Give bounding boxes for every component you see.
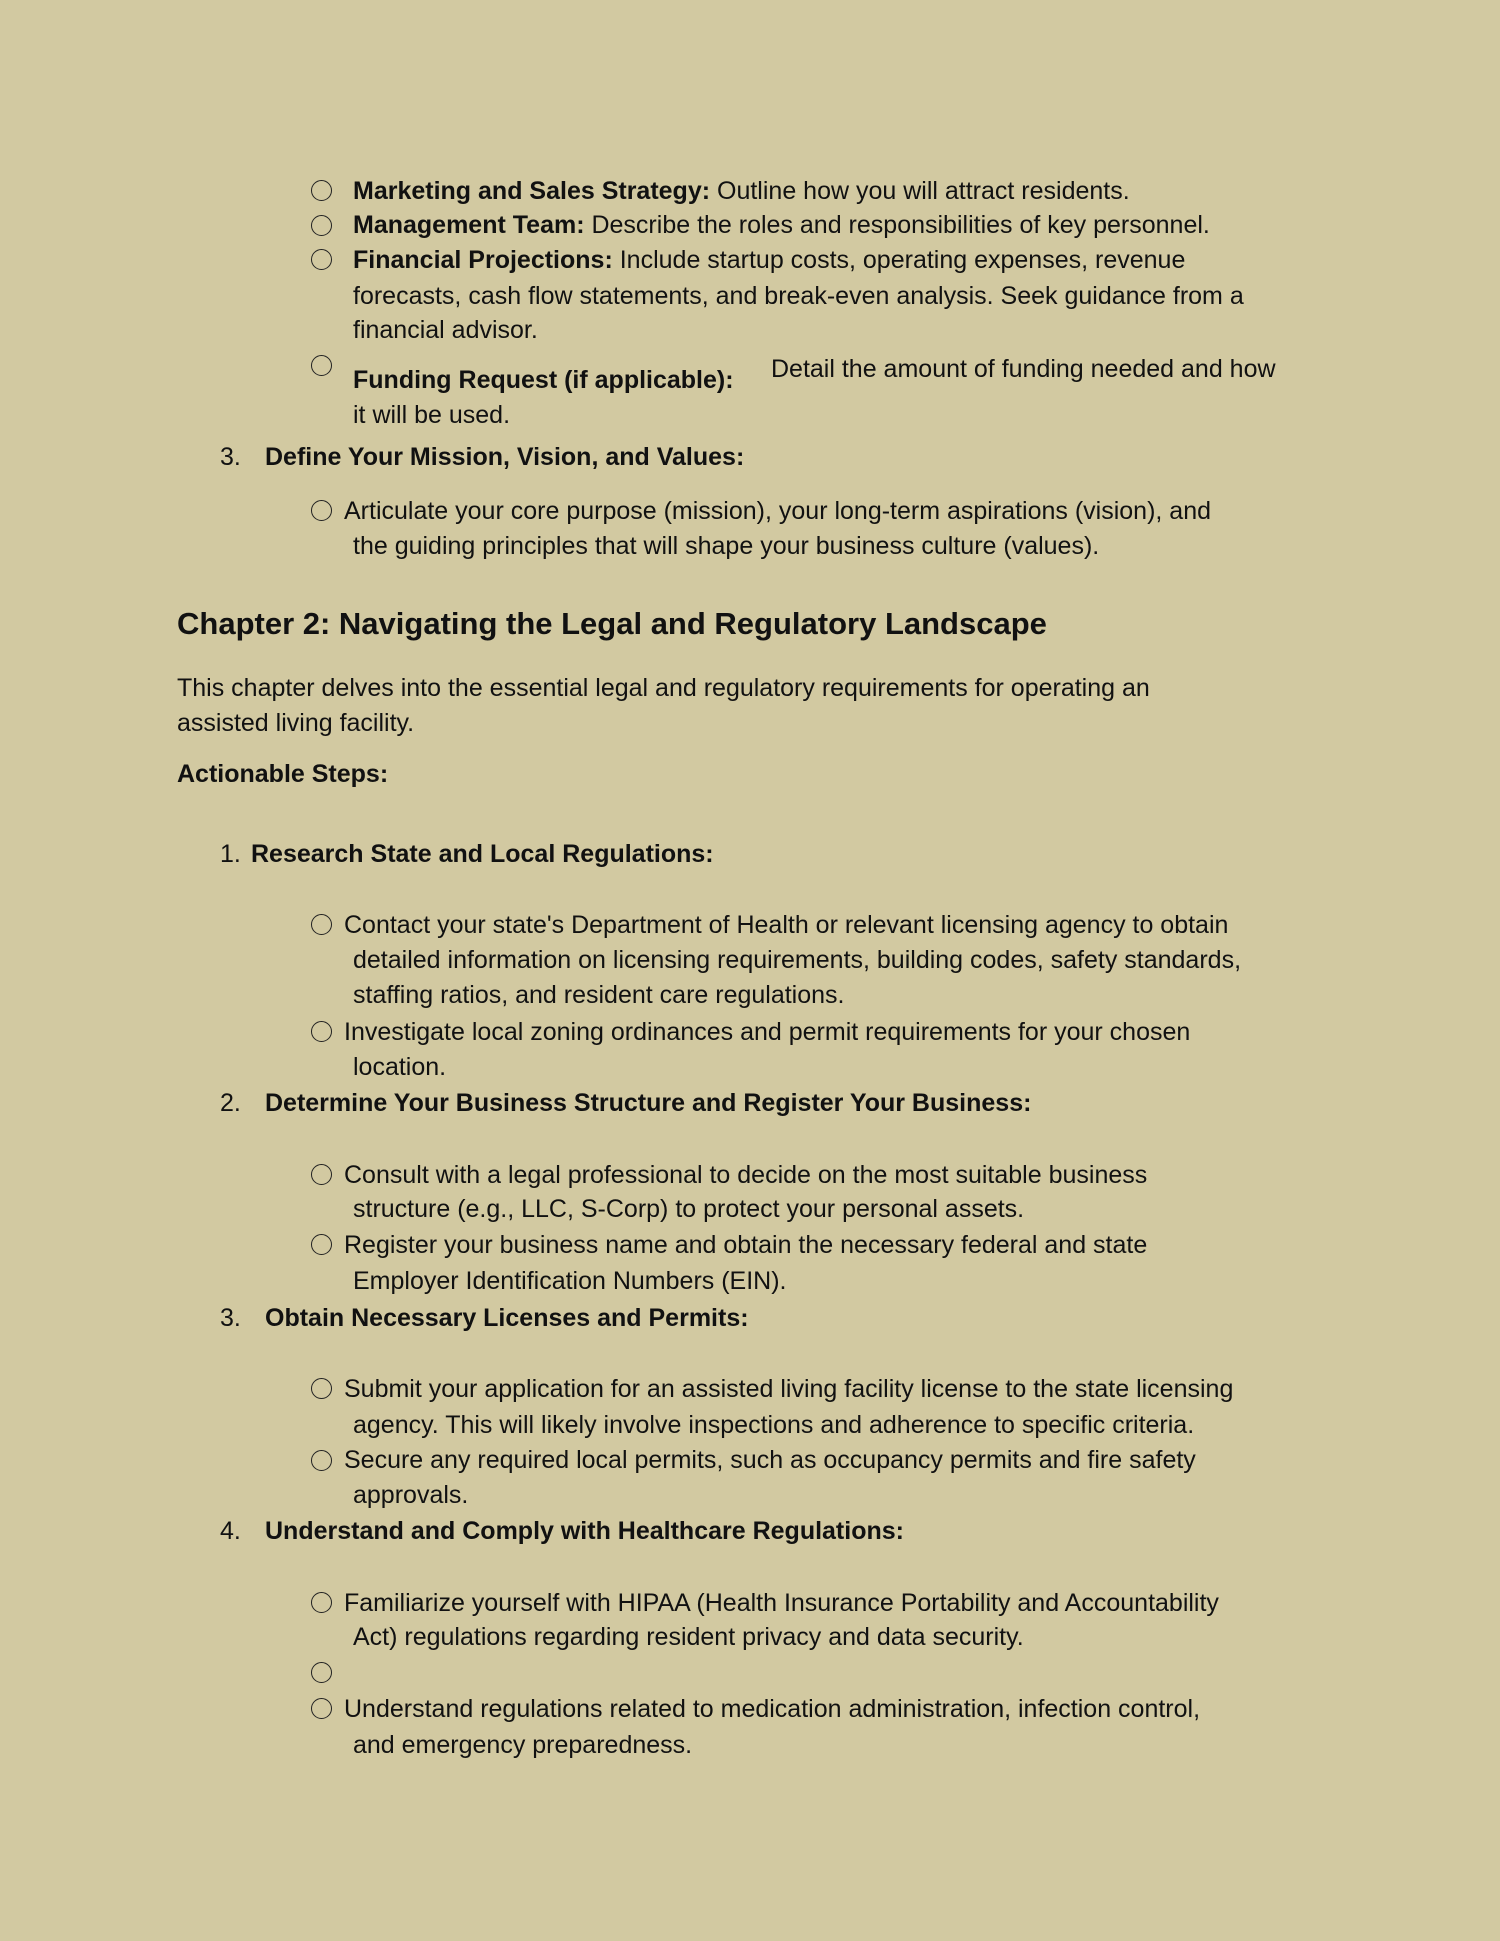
item-text: Familiarize yourself with HIPAA (Health Insurance Portability and Accountability	[344, 1589, 1219, 1617]
empty-bullet-circle-icon	[311, 1662, 332, 1683]
item-label: Management Team:	[353, 211, 585, 239]
item-text: Submit your application for an assisted living facility license to the state licensing	[344, 1375, 1234, 1403]
list-item	[353, 243, 1185, 277]
bullet-circle-icon	[311, 500, 332, 521]
bullet-circle-icon	[311, 1164, 332, 1185]
step-number: 3.	[220, 443, 241, 471]
item-text: Outline how you will attract residents.	[710, 177, 1130, 205]
bullet-circle-icon	[311, 914, 332, 935]
list-item	[353, 208, 1210, 242]
bullet-circle-icon	[311, 1592, 332, 1613]
step-title: Determine Your Business Structure and Register Your Business:	[265, 1089, 1032, 1117]
bullet-circle-icon	[311, 1698, 332, 1719]
step-title: Understand and Comply with Healthcare Regulations:	[265, 1517, 904, 1545]
item-text: detailed information on licensing requirements, building codes, safety standards,	[353, 946, 1242, 974]
item-text: financial advisor.	[353, 316, 538, 344]
item-text: the guiding principles that will shape your business culture (values).	[353, 532, 1100, 560]
item-text: Investigate local zoning ordinances and permit requirements for your chosen	[344, 1018, 1191, 1046]
item-label: Marketing and Sales Strategy:	[353, 177, 711, 205]
step-number: 3.	[220, 1304, 241, 1332]
step-number: 2.	[220, 1089, 241, 1117]
step-number: 1.	[220, 840, 241, 868]
bullet-circle-icon	[311, 1234, 332, 1255]
item-text: approvals.	[353, 1481, 469, 1509]
item-text: Detail the amount of funding needed and how	[771, 355, 1276, 383]
item-text: Register your business name and obtain the necessary federal and state	[344, 1231, 1148, 1259]
step-title: Define Your Mission, Vision, and Values:	[265, 443, 745, 471]
item-text: location.	[353, 1053, 447, 1081]
bullet-circle-icon	[311, 215, 332, 236]
item-text: Consult with a legal professional to decide on the most suitable business	[344, 1161, 1148, 1189]
intro-text: This chapter delves into the essential legal and regulatory requirements for operating an	[177, 674, 1150, 702]
bullet-circle-icon	[311, 1378, 332, 1399]
step-title: Obtain Necessary Licenses and Permits:	[265, 1304, 749, 1332]
chapter-heading: Chapter 2: Navigating the Legal and Regulatory Landscape	[177, 606, 1047, 641]
bullet-circle-icon	[311, 249, 332, 270]
step-title: Research State and Local Regulations:	[251, 840, 714, 868]
item-text: and emergency preparedness.	[353, 1731, 693, 1759]
item-text: it will be used.	[353, 401, 511, 429]
bullet-circle-icon	[311, 1021, 332, 1042]
item-text: Articulate your core purpose (mission), your long-term aspirations (vision), and	[344, 497, 1212, 525]
list-item	[353, 174, 1130, 208]
intro-text: assisted living facility.	[177, 709, 415, 737]
bullet-circle-icon	[311, 1450, 332, 1471]
item-text: agency. This will likely involve inspections and adherence to specific criteria.	[353, 1411, 1195, 1439]
item-text: Describe the roles and responsibilities of key personnel.	[584, 211, 1210, 239]
item-label: Funding Request (if applicable):	[353, 366, 734, 394]
item-label: Financial Projections:	[353, 246, 613, 274]
item-text: staffing ratios, and resident care regulations.	[353, 981, 845, 1009]
item-text: structure (e.g., LLC, S-Corp) to protect your personal assets.	[353, 1195, 1025, 1223]
actionable-steps-heading: Actionable Steps:	[177, 760, 389, 788]
item-text: forecasts, cash flow statements, and break-even analysis. Seek guidance from a	[353, 282, 1244, 310]
bullet-circle-icon	[311, 180, 332, 201]
item-text: Employer Identification Numbers (EIN).	[353, 1267, 787, 1295]
bullet-circle-icon	[311, 355, 332, 376]
step-number: 4.	[220, 1517, 241, 1545]
item-text: Include startup costs, operating expenses, revenue	[612, 246, 1186, 274]
item-text: Contact your state's Department of Health or relevant licensing agency to obtain	[344, 911, 1229, 939]
item-text: Act) regulations regarding resident privacy and data security.	[353, 1623, 1024, 1651]
item-text: Secure any required local permits, such as occupancy permits and fire safety	[344, 1446, 1196, 1474]
item-text: Understand regulations related to medication administration, infection control,	[344, 1695, 1201, 1723]
